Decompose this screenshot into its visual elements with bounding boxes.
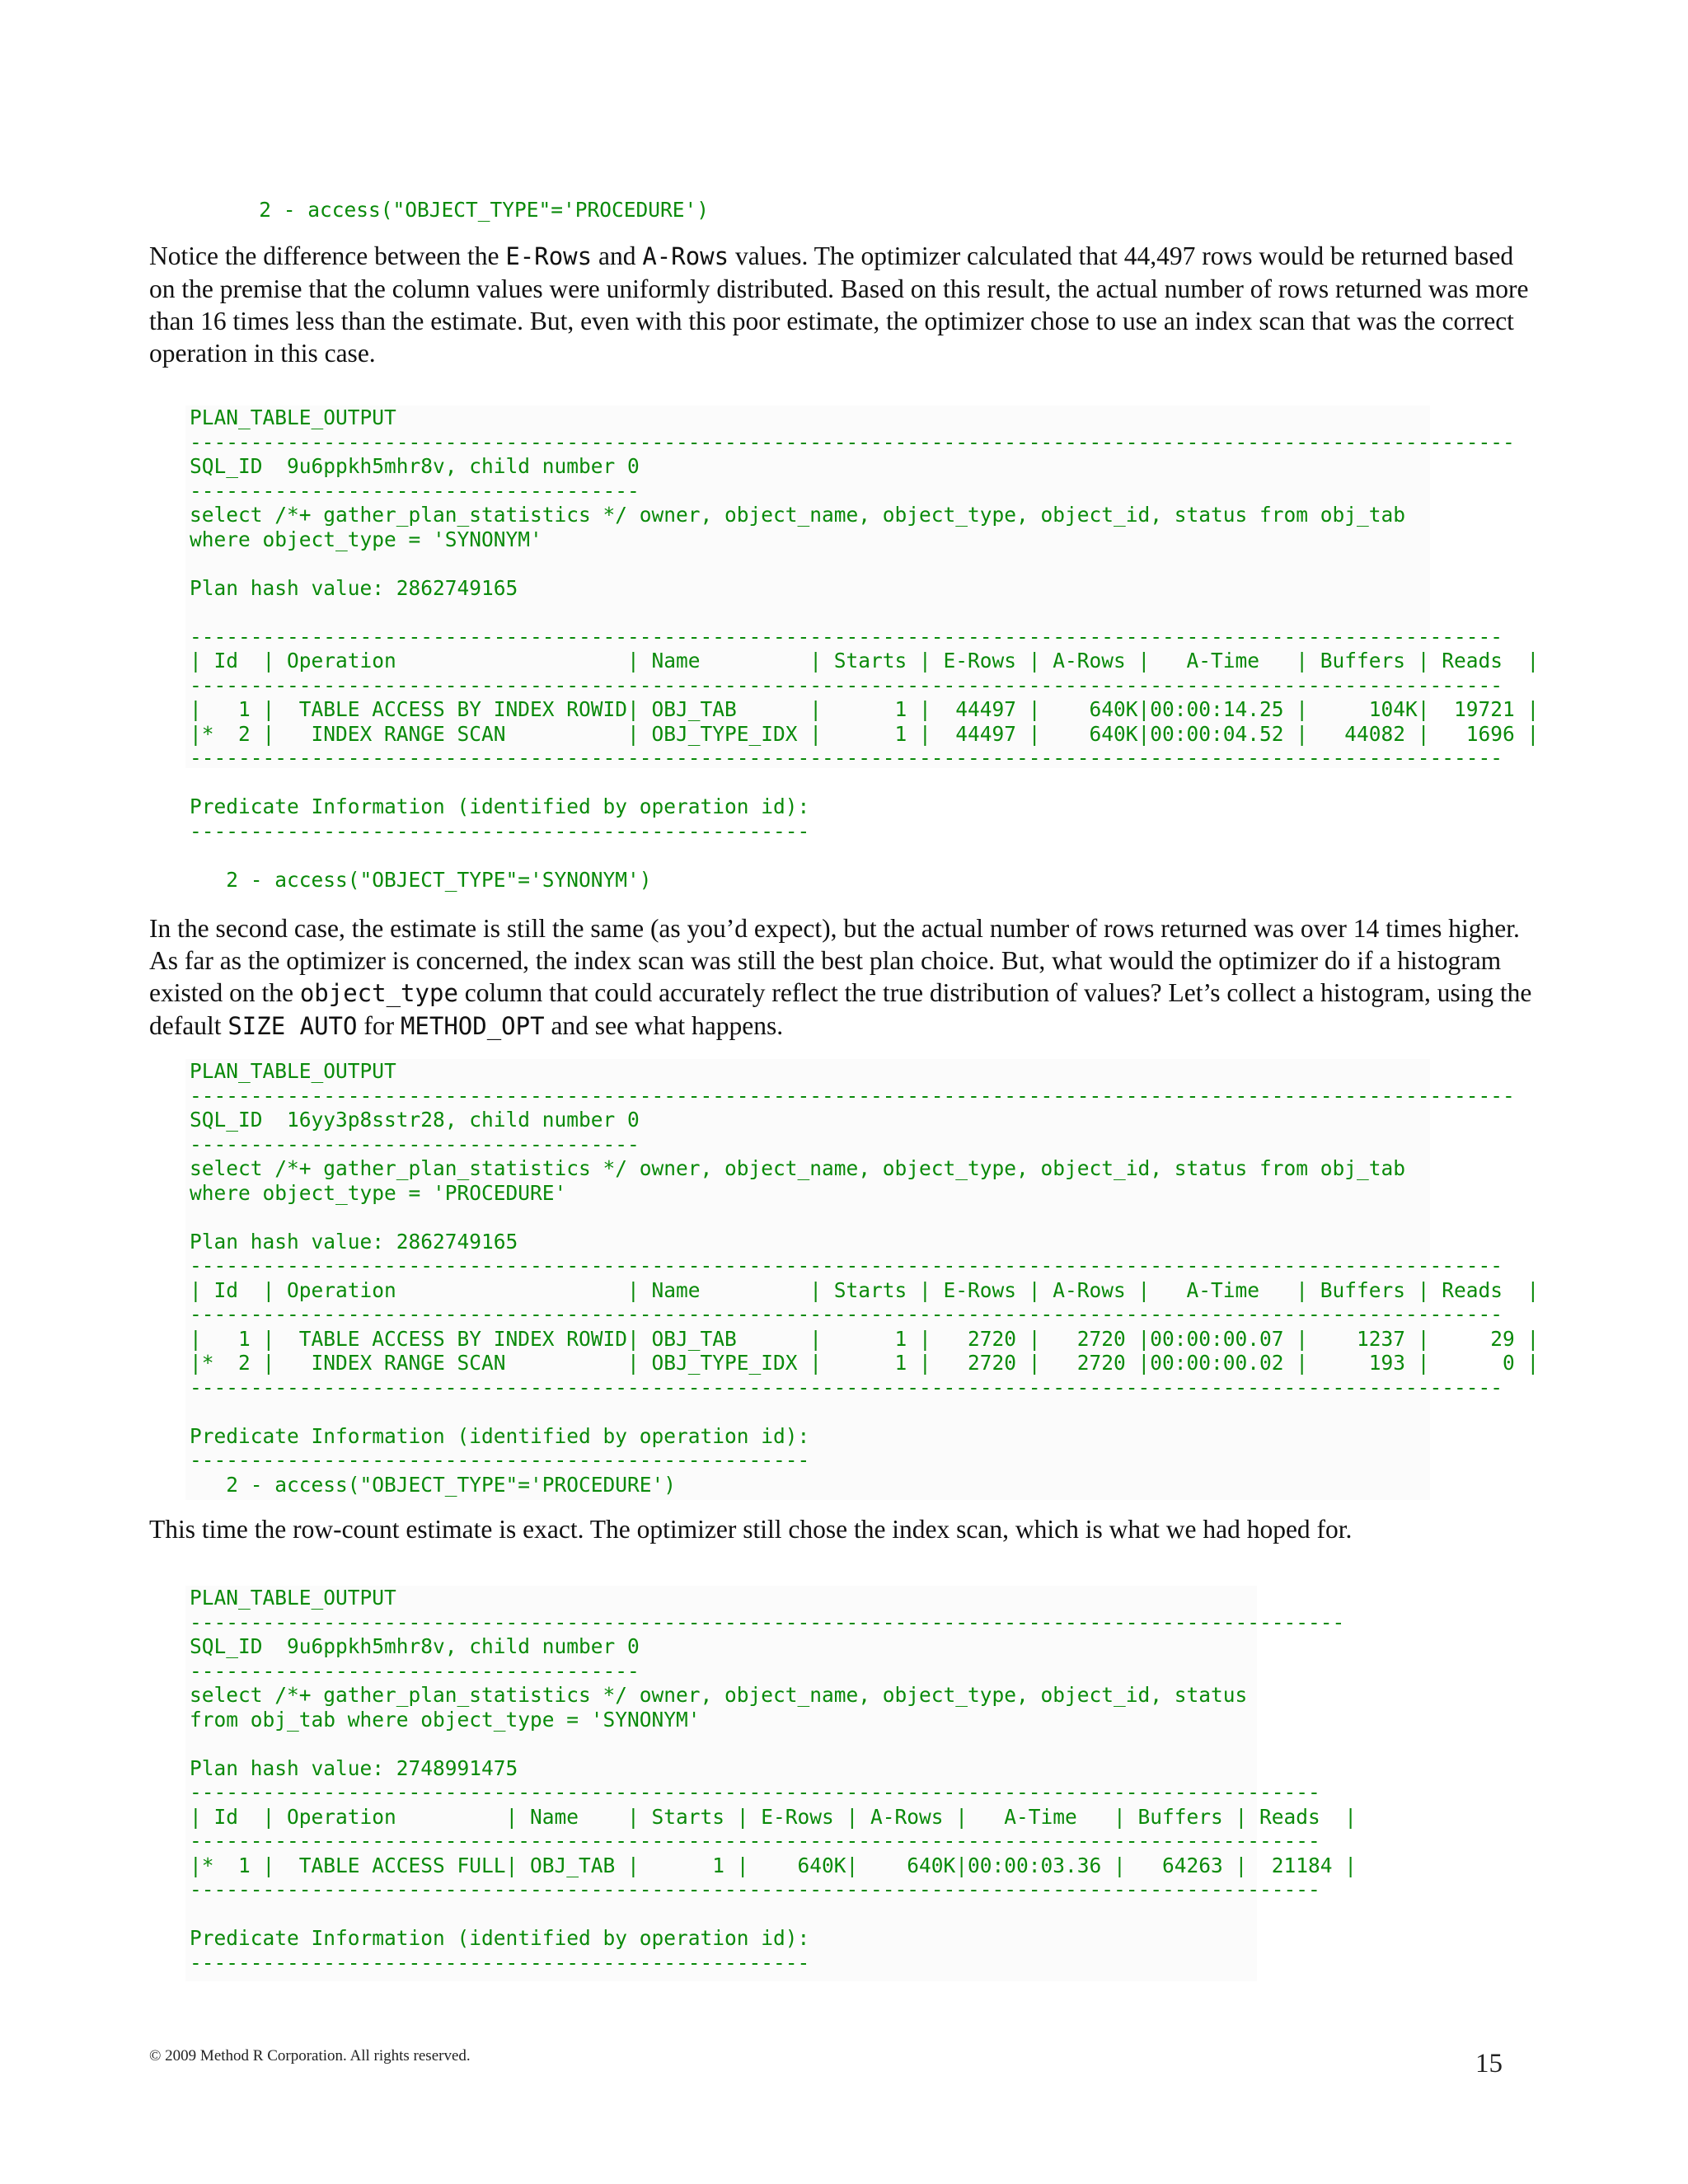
page-number: 15 <box>1475 2049 1503 2079</box>
para2-text-2: column that could accurately reflect the true distribution of values? Let’s collect a histogram, using the default <box>149 978 1532 1040</box>
plan-output-block-2 <box>185 1059 1540 1500</box>
para1-text-1: Notice the difference between the <box>149 241 506 270</box>
top-predicate-line: 2 - access("OBJECT_TYPE"='PROCEDURE') <box>223 198 710 222</box>
plan-output-text-1: PLAN_TABLE_OUTPUT ------------------------------------------------------------------------------------------------------------- SQL_ID 9u6ppkh5mhr8v, child number 0 ------------------------------------- select /*+ gather_plan_statistics */ owner, object_name, object_type, object_id, status from obj_tab where object_type = 'SYNONYM' Plan hash value: 2862749165 ------------------------------------------------------------------------------------------------------------ | Id | Operation | Name | Starts | E-Rows | A-Rows | A-Time | Buffers | Reads | ------------------------------------------------------------------------------------------------------------ | 1 | TABLE ACCESS BY INDEX ROWID| OBJ_TAB | 1 | 44497 | 640K|00:00:14.25 | 104K| 19721 | |* 2 | INDEX RANGE SCAN | OBJ_TYPE_IDX | 1 | 44497 | 640K|00:00:04.52 | 44082 | 1696 | ------------------------------------------------------------------------------------------------------------ Predicate Information (identified by operation id): --------------------------------------------------- 2 - access("OBJECT_TYPE"='SYNONYM') <box>190 405 1540 892</box>
plan-output-block-1 <box>185 405 1540 892</box>
plan-output-block-3 <box>185 1586 1357 1981</box>
para2-text-4: and see what happens. <box>544 1011 784 1040</box>
para1-erows-code: E-Rows <box>505 242 593 270</box>
plan-output-text-3: PLAN_TABLE_OUTPUT ----------------------------------------------------------------------------------------------- SQL_ID 9u6ppkh5mhr8v, child number 0 ------------------------------------- select /*+ gather_plan_statistics */ owner, object_name, object_type, object_id, status from obj_tab where object_type = 'SYNONYM' Plan hash value: 2748991475 --------------------------------------------------------------------------------------------- | Id | Operation | Name | Starts | E-Rows | A-Rows | A-Time | Buffers | Reads | --------------------------------------------------------------------------------------------- |* 1 | TABLE ACCESS FULL| OBJ_TAB | 1 | 640K| 640K|00:00:03.36 | 64263 | 21184 | --------------------------------------------------------------------------------------------- Predicate Information (identified by operation id): --------------------------------------------------- <box>190 1586 1357 1975</box>
paragraph-exact-estimate: This time the row-count estimate is exact. The optimizer still chose the index scan, which is what we had hoped for. <box>149 1515 1353 1544</box>
para2-text-1: In the second case, the estimate is still the same (as you’d expect), but the actual number of rows returned was over 14 times higher. As far as the optimizer is concerned, the index scan was still the best plan choice. But, what would the optimizer do if a histogram existed on the <box>149 914 1520 1007</box>
footer-copyright: © 2009 Method R Corporation. All rights reserved. <box>149 2047 471 2064</box>
para2-method-opt-code: METHOD_OPT <box>400 1012 545 1040</box>
para1-text-3: values. The optimizer calculated that 44,497 rows would be returned based on the premise that the column values were uniformly distributed. Based on this result, the actual number of rows returned was more than 16 times less than the estimate. But, even with this poor estimate, the optimizer chose to use an index scan that was the correct operation in this case. <box>149 241 1529 368</box>
para1-text-2: and <box>592 241 643 270</box>
para1-arows-code: A-Rows <box>642 242 729 270</box>
para2-size-auto-code: SIZE AUTO <box>227 1012 358 1040</box>
paragraph-erows-vs-arows <box>149 240 1534 369</box>
para2-object-type-code: object_type <box>299 979 458 1007</box>
paragraph-second-case <box>149 912 1534 1043</box>
plan-output-text-2: PLAN_TABLE_OUTPUT ------------------------------------------------------------------------------------------------------------- SQL_ID 16yy3p8sstr28, child number 0 ------------------------------------- select /*+ gather_plan_statistics */ owner, object_name, object_type, object_id, status from obj_tab where object_type = 'PROCEDURE' Plan hash value: 2862749165 ------------------------------------------------------------------------------------------------------------ | Id | Operation | Name | Starts | E-Rows | A-Rows | A-Time | Buffers | Reads | ------------------------------------------------------------------------------------------------------------ | 1 | TABLE ACCESS BY INDEX ROWID| OBJ_TAB | 1 | 2720 | 2720 |00:00:00.07 | 1237 | 29 | |* 2 | INDEX RANGE SCAN | OBJ_TYPE_IDX | 1 | 2720 | 2720 |00:00:00.02 | 193 | 0 | ------------------------------------------------------------------------------------------------------------ Predicate Information (identified by operation id): --------------------------------------------------- 2 - access("OBJECT_TYPE"='PROCEDURE') <box>190 1059 1540 1497</box>
para2-text-3: for <box>357 1011 401 1040</box>
